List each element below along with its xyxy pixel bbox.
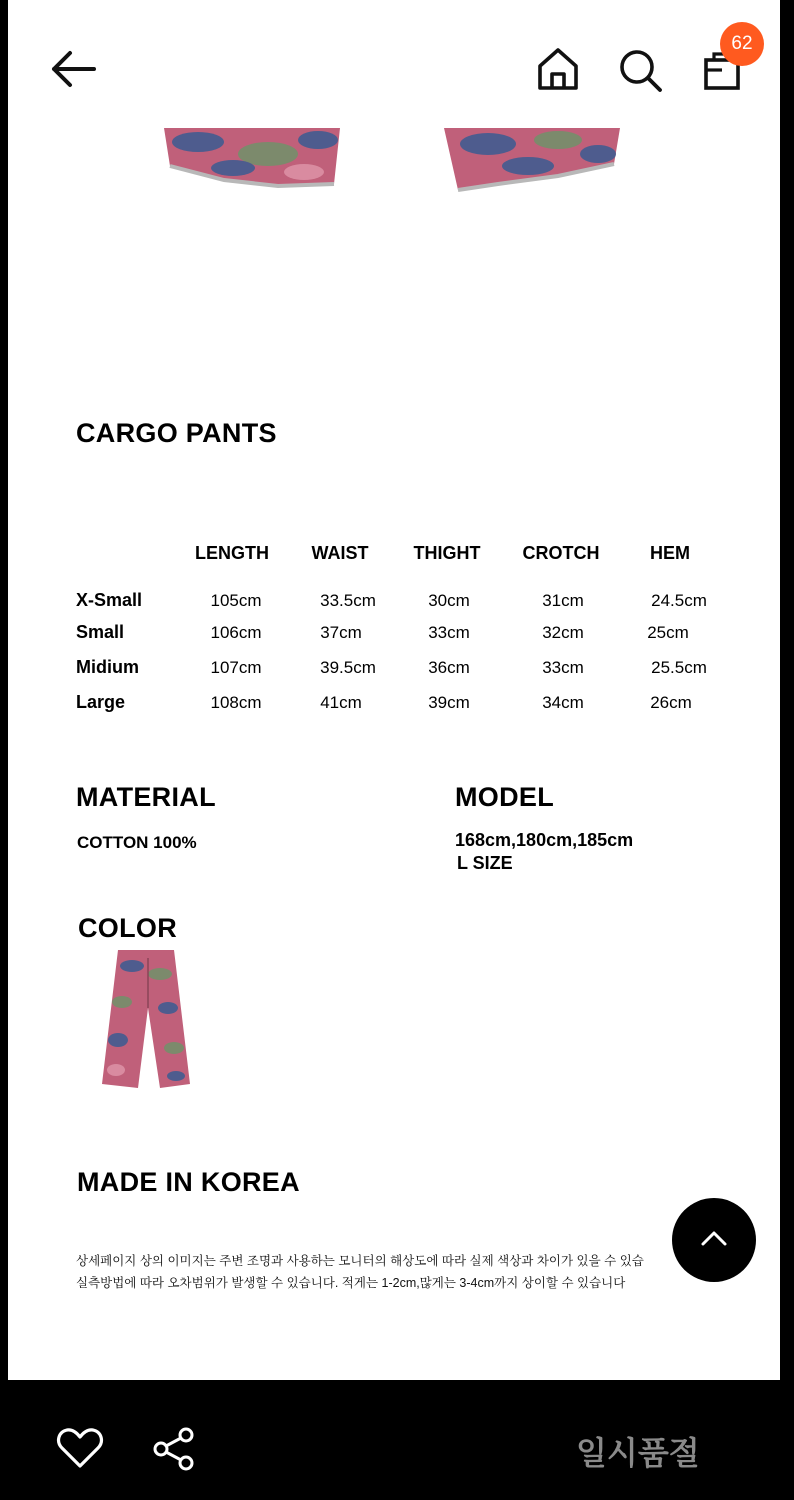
size-row-label: Large xyxy=(76,692,126,712)
product-image-top xyxy=(158,128,348,208)
size-cell: 108cm xyxy=(210,693,262,712)
size-cell: 26cm xyxy=(650,693,692,712)
product-detail-page xyxy=(8,0,780,1380)
size-cell: 25cm xyxy=(647,623,689,642)
size-cell: 36cm xyxy=(428,658,470,677)
notice-line-2: 실측방법에 따라 오차범위가 발생할 수 있습니다. 적게는 1-2cm,많게는 3-4cm까지 상이할 수 있습니다 xyxy=(76,1276,626,1290)
size-cell: 39cm xyxy=(428,693,470,712)
notice-line-1: 상세페이지 상의 이미지는 주변 조명과 사용하는 모니터의 해상도에 따라 실제 색상과 차이가 있을 수 있습 xyxy=(76,1254,644,1268)
size-cell: 107cm xyxy=(210,658,262,677)
size-cell: 41cm xyxy=(320,693,362,712)
size-cell: 105cm xyxy=(210,591,262,610)
origin-heading: MADE IN KOREA xyxy=(77,1167,300,1197)
material-heading: MATERIAL xyxy=(76,782,216,812)
size-row-label: Midium xyxy=(76,657,139,677)
like-button[interactable] xyxy=(56,1426,104,1470)
column-header-length: LENGTH xyxy=(195,543,269,563)
size-cell: 30cm xyxy=(428,591,470,610)
size-cell: 32cm xyxy=(542,623,584,642)
home-icon xyxy=(534,44,582,94)
size-cell: 37cm xyxy=(320,623,362,642)
column-header-crotch: CROTCH xyxy=(522,543,600,563)
share-icon xyxy=(152,1426,198,1472)
cart-count-badge: 62 xyxy=(720,22,764,66)
back-button[interactable] xyxy=(48,46,104,92)
size-cell: 25.5cm xyxy=(651,658,707,677)
sold-out-status: 일시품절 xyxy=(576,1434,700,1472)
size-cell: 33.5cm xyxy=(320,591,376,610)
size-cell: 24.5cm xyxy=(651,591,707,610)
scroll-to-top-button[interactable] xyxy=(672,1198,756,1282)
search-icon xyxy=(616,44,664,94)
size-cell: 39.5cm xyxy=(320,658,376,677)
model-heading: MODEL xyxy=(455,782,554,812)
size-cell: 33cm xyxy=(542,658,584,677)
share-button[interactable] xyxy=(152,1426,198,1472)
size-row-label: Small xyxy=(76,622,125,642)
size-cell: 33cm xyxy=(428,623,470,642)
material-value: COTTON 100% xyxy=(77,833,197,852)
arrow-left-icon xyxy=(48,46,104,92)
size-cell: 34cm xyxy=(542,693,584,712)
home-button[interactable] xyxy=(534,44,582,94)
column-header-hem: HEM xyxy=(650,543,690,563)
column-header-waist: WAIST xyxy=(311,543,369,563)
product-title: CARGO PANTS xyxy=(76,418,277,448)
model-heights: 168cm,180cm,185cm xyxy=(455,830,634,850)
size-cell: 31cm xyxy=(542,591,584,610)
size-row-label: X-Small xyxy=(76,590,143,610)
search-button[interactable] xyxy=(616,44,664,94)
size-cell: 106cm xyxy=(210,623,262,642)
chevron-up-icon xyxy=(672,1198,756,1282)
column-header-thight: THIGHT xyxy=(413,543,481,563)
color-swatch-camo-pants xyxy=(98,948,194,1092)
color-heading: COLOR xyxy=(78,913,177,943)
model-size: L SIZE xyxy=(457,853,513,873)
product-image-top-right xyxy=(438,128,628,198)
heart-icon xyxy=(56,1426,104,1470)
